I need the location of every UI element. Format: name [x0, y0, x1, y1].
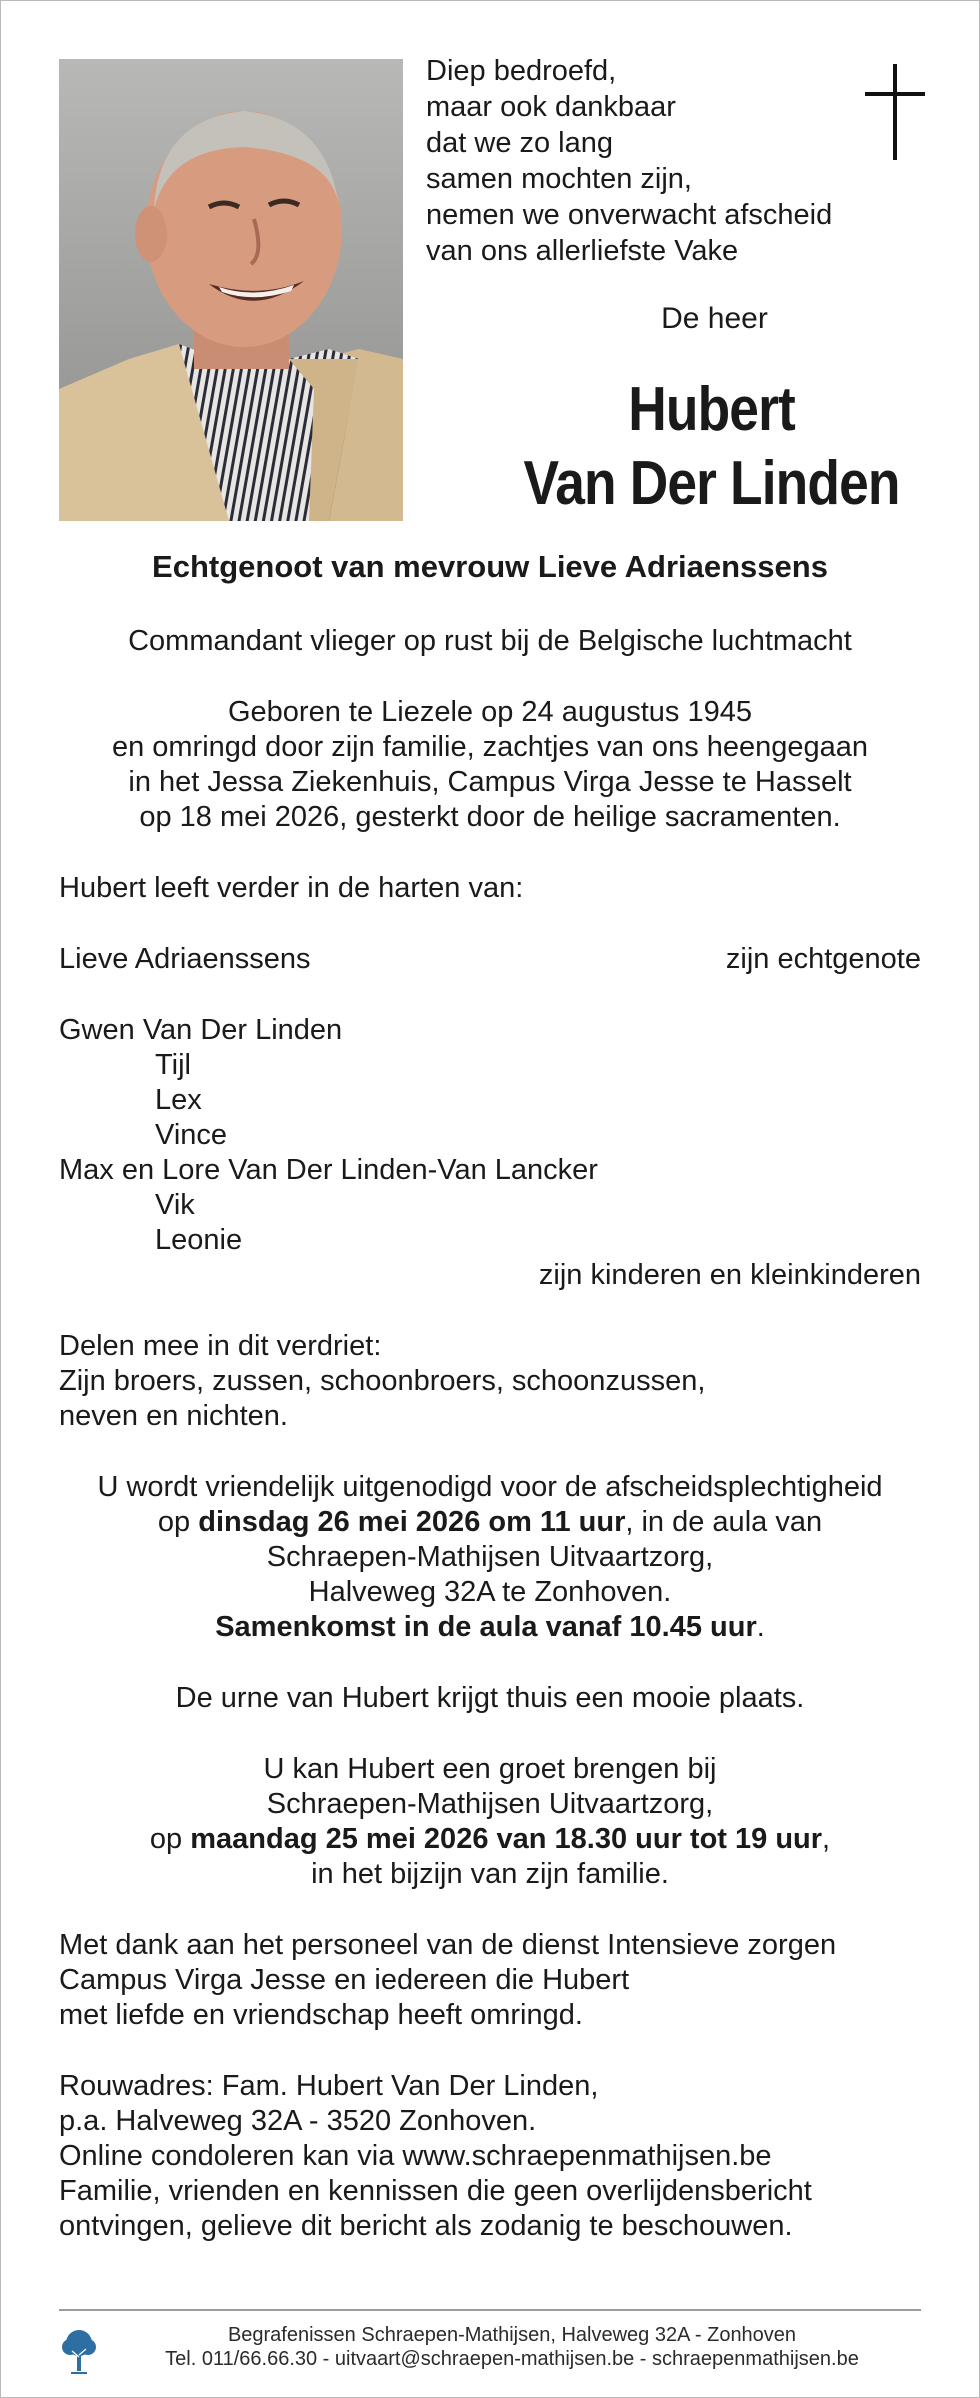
- thanks-block: [59, 1928, 921, 2033]
- intro-line: nemen we onverwacht afscheid: [426, 199, 833, 231]
- visit-block: [59, 1752, 921, 1892]
- ceremony-line: Schraepen-Mathijsen Uitvaartzorg,: [266, 1541, 714, 1573]
- name-line-last: Van Der Linden: [523, 449, 900, 518]
- family-member: Vik: [155, 1189, 195, 1221]
- visit-date: maandag 25 mei 2026 van 18.30 uur tot 19 uur: [190, 1823, 823, 1855]
- ceremony-block: [59, 1470, 921, 1645]
- thanks-line: met liefde en vriendschap heeft omringd.: [59, 1999, 583, 2031]
- visit-line: U kan Hubert een groet brengen bij: [263, 1753, 717, 1785]
- footer-line: Begrafenissen Schraepen-Mathijsen, Halveweg 32A - Zonhoven: [227, 2324, 797, 2346]
- spouse-role: zijn echtgenote: [725, 943, 921, 975]
- share-line: Zijn broers, zussen, schoonbroers, schoonzussen,: [59, 1365, 706, 1397]
- visit-line: in het bijzijn van zijn familie.: [311, 1858, 669, 1890]
- family-member: Tijl: [155, 1049, 191, 1081]
- family-list: [59, 1013, 921, 1293]
- profession-line: Commandant vlieger op rust bij de Belgische luchtmacht: [128, 625, 852, 657]
- visit-line: [59, 1822, 921, 1857]
- footer-text: [103, 2323, 921, 2371]
- spouse-row: [59, 942, 921, 977]
- address-line: Rouwadres: Fam. Hubert Van Der Linden,: [59, 2070, 599, 2102]
- visit-text: op: [149, 1823, 191, 1855]
- birth-line: Geboren te Liezele op 24 augustus 1945: [227, 696, 752, 728]
- family-role: zijn kinderen en kleinkinderen: [538, 1259, 921, 1291]
- thanks-line: Campus Virga Jesse en iedereen die Hubert: [59, 1964, 630, 1996]
- family-member: Gwen Van Der Linden: [59, 1014, 343, 1046]
- visit-text: ,: [822, 1823, 831, 1855]
- ceremony-line: U wordt vriendelijk uitgenodigd voor de afscheidsplechtigheid: [97, 1471, 883, 1503]
- ceremony-date: dinsdag 26 mei 2026 om 11 uur: [198, 1506, 626, 1538]
- tree-logo-icon: [59, 2327, 99, 2377]
- share-block: [59, 1329, 921, 1434]
- obituary-body: [59, 549, 921, 2244]
- ceremony-text: .: [756, 1611, 765, 1643]
- birth-line: op 18 mei 2026, gesterkt door de heilige sacramenten.: [139, 801, 841, 833]
- share-line: neven en nichten.: [59, 1400, 288, 1432]
- family-member: Lex: [155, 1084, 202, 1116]
- cross-icon: [865, 64, 925, 160]
- urn-line: De urne van Hubert krijgt thuis een mooie plaats.: [175, 1682, 805, 1714]
- family-member: Leonie: [155, 1224, 243, 1256]
- spouse-name: Lieve Adriaenssens: [59, 943, 311, 975]
- intro-line: Diep bedroefd,: [426, 55, 617, 87]
- condolence-line: Online condoleren kan via www.schraepenmathijsen.be: [59, 2140, 772, 2172]
- footer-contact-line: Tel. 011/66.66.30 - uitvaart@schraepen-mathijsen.be - schraepenmathijsen.be: [165, 2348, 859, 2370]
- ceremony-line: [59, 1610, 921, 1645]
- address-line: ontvingen, gelieve dit bericht als zodanig te beschouwen.: [59, 2210, 793, 2242]
- ceremony-text: op: [157, 1506, 199, 1538]
- intro-text: [426, 53, 832, 269]
- ceremony-line: Halveweg 32A te Zonhoven.: [308, 1576, 672, 1608]
- address-line: p.a. Halveweg 32A - 3520 Zonhoven.: [59, 2105, 537, 2137]
- ceremony-line: [59, 1505, 921, 1540]
- thanks-line: Met dank aan het personeel van de dienst Intensieve zorgen: [59, 1929, 837, 1961]
- birth-block: [59, 695, 921, 835]
- funeral-home-footer: [59, 2309, 921, 2393]
- name-line-first: Hubert: [628, 375, 795, 444]
- ceremony-text: , in de aula van: [625, 1506, 823, 1538]
- intro-line: van ons allerliefste Vake: [426, 235, 739, 267]
- spouse-line: Echtgenoot van mevrouw Lieve Adriaenssens: [152, 549, 828, 584]
- family-member: Max en Lore Van Der Linden-Van Lancker: [59, 1154, 598, 1186]
- title-prefix: De heer: [661, 302, 768, 335]
- visit-line: Schraepen-Mathijsen Uitvaartzorg,: [266, 1788, 714, 1820]
- address-line: Familie, vrienden en kennissen die geen overlijdensbericht: [59, 2175, 812, 2207]
- intro-line: dat we zo lang: [426, 127, 614, 159]
- gathering-time: Samenkomst in de aula vanaf 10.45 uur: [215, 1611, 757, 1643]
- lives-on-intro: Hubert leeft verder in de harten van:: [59, 872, 524, 904]
- intro-line: samen mochten zijn,: [426, 163, 692, 195]
- birth-line: en omringd door zijn familie, zachtjes van ons heengegaan: [111, 731, 869, 763]
- birth-line: in het Jessa Ziekenhuis, Campus Virga Jesse te Hasselt: [128, 766, 852, 798]
- deceased-name: [463, 373, 923, 521]
- family-member: Vince: [155, 1119, 228, 1151]
- intro-line: maar ook dankbaar: [426, 91, 676, 123]
- portrait-photo: [59, 59, 403, 521]
- share-line: Delen mee in dit verdriet:: [59, 1330, 382, 1362]
- address-block: [59, 2069, 921, 2244]
